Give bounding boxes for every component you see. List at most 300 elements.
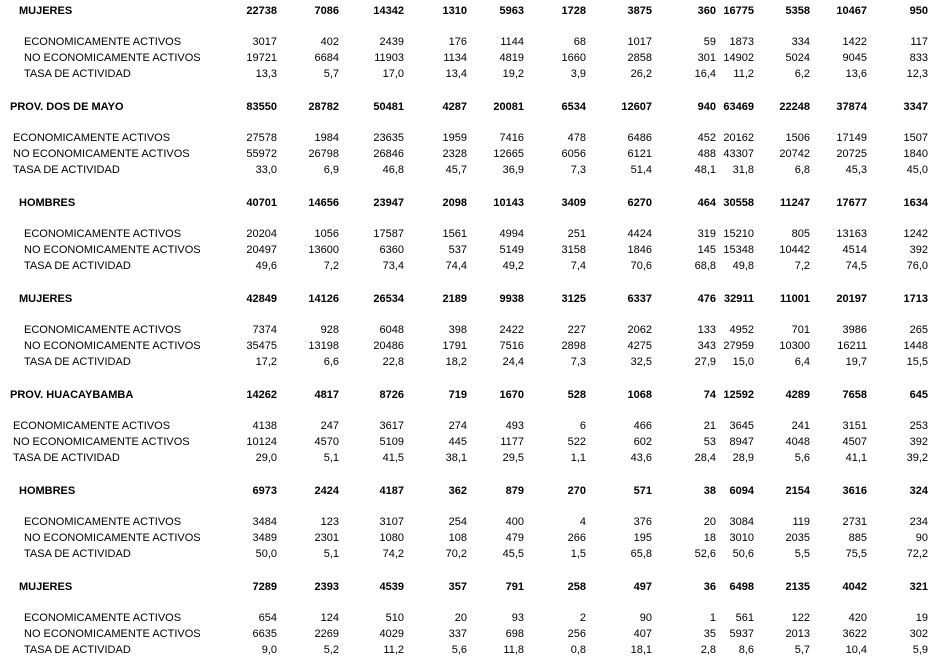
inactive-value-cell: 1080: [379, 532, 404, 544]
active-value-cell: 3986: [842, 324, 867, 336]
rate-value-cell: 74,4: [445, 260, 467, 272]
total-value-cell: 3125: [561, 293, 586, 305]
total-value-cell: 464: [697, 197, 716, 209]
total-value-cell: 3347: [903, 101, 928, 113]
block-title: PROV. HUACAYBAMBA: [10, 389, 134, 401]
rate-value-cell: 15,0: [732, 356, 754, 368]
row-label-inactive: NO ECONOMICAMENTE ACTIVOS: [24, 532, 201, 544]
row-label-inactive: NO ECONOMICAMENTE ACTIVOS: [13, 148, 190, 160]
inactive-value-cell: 1840: [903, 148, 928, 160]
rate-value-cell: 7,3: [570, 164, 586, 176]
active-value-cell: 400: [505, 516, 524, 528]
rate-value-cell: 5,6: [451, 644, 467, 656]
rate-value-cell: 12,3: [906, 68, 928, 80]
inactive-value-cell: 35475: [246, 340, 277, 352]
inactive-value-cell: 537: [448, 244, 467, 256]
rate-value-cell: 50,0: [255, 548, 277, 560]
total-value-cell: 28782: [308, 101, 339, 113]
not-economically-active-row: [0, 434, 928, 450]
row-label-active: ECONOMICAMENTE ACTIVOS: [24, 324, 182, 336]
spacer-cell: [0, 178, 928, 195]
inactive-value-cell: 55972: [246, 148, 277, 160]
active-value-cell: 376: [633, 516, 652, 528]
inactive-value-cell: 256: [567, 628, 586, 640]
inactive-value-cell: 4029: [379, 628, 404, 640]
rate-value-cell: 24,4: [502, 356, 524, 368]
total-value-cell: 30558: [723, 197, 754, 209]
rate-value-cell: 39,2: [906, 452, 928, 464]
total-value-cell: 2154: [785, 485, 810, 497]
spacer-cell: [0, 115, 928, 130]
total-value-cell: 42849: [246, 293, 277, 305]
inactive-value-cell: 301: [697, 52, 716, 64]
total-value-cell: 270: [567, 485, 586, 497]
total-value-cell: 1670: [499, 389, 524, 401]
inactive-value-cell: 4570: [314, 436, 339, 448]
spacer-cell: [0, 211, 928, 226]
inactive-value-cell: 1660: [561, 52, 586, 64]
rate-value-cell: 6,9: [323, 164, 339, 176]
total-value-cell: 1634: [903, 197, 928, 209]
inactive-value-cell: 5149: [499, 244, 524, 256]
total-value-cell: 2098: [442, 197, 467, 209]
rate-value-cell: 3,9: [570, 68, 586, 80]
inactive-value-cell: 6360: [379, 244, 404, 256]
rate-value-cell: 6,2: [794, 68, 810, 80]
rate-value-cell: 9,0: [261, 644, 277, 656]
spacer-row: [0, 274, 928, 291]
spacer-cell: [0, 595, 928, 610]
active-value-cell: 3084: [729, 516, 754, 528]
total-value-cell: 36: [703, 581, 716, 593]
active-value-cell: 20: [454, 612, 467, 624]
not-economically-active-row: [0, 242, 928, 258]
total-value-cell: 7289: [252, 581, 277, 593]
inactive-value-cell: 392: [909, 436, 928, 448]
rate-value-cell: 72,2: [906, 548, 928, 560]
inactive-value-cell: 145: [697, 244, 716, 256]
not-economically-active-row: [0, 338, 928, 354]
total-value-cell: 32911: [724, 293, 754, 305]
total-value-cell: 360: [697, 5, 716, 17]
block-header-row: [0, 291, 928, 307]
rate-value-cell: 5,6: [794, 452, 810, 464]
inactive-value-cell: 2858: [627, 52, 652, 64]
rate-value-cell: 43,6: [630, 452, 652, 464]
inactive-value-cell: 407: [633, 628, 652, 640]
inactive-value-cell: 19721: [246, 52, 277, 64]
active-value-cell: 1422: [842, 36, 867, 48]
rate-value-cell: 5,7: [323, 68, 339, 80]
row-label-inactive: NO ECONOMICAMENTE ACTIVOS: [24, 52, 201, 64]
inactive-value-cell: 1177: [500, 436, 524, 448]
inactive-value-cell: 7516: [499, 340, 524, 352]
total-value-cell: 14126: [308, 293, 339, 305]
not-economically-active-row: [0, 626, 928, 642]
not-economically-active-row: [0, 530, 928, 546]
rate-value-cell: 5,2: [323, 644, 339, 656]
spacer-row: [0, 211, 928, 226]
active-value-cell: 1017: [627, 36, 652, 48]
inactive-value-cell: 12665: [493, 148, 524, 160]
block-header-row: [0, 3, 928, 19]
active-value-cell: 90: [639, 612, 652, 624]
total-value-cell: 528: [567, 389, 586, 401]
rate-value-cell: 74,2: [382, 548, 404, 560]
inactive-value-cell: 2269: [314, 628, 339, 640]
inactive-value-cell: 11903: [374, 52, 404, 64]
total-value-cell: 7658: [842, 389, 867, 401]
active-value-cell: 3617: [379, 420, 404, 432]
rate-value-cell: 51,4: [630, 164, 652, 176]
active-value-cell: 13163: [836, 228, 867, 240]
rate-value-cell: 70,6: [630, 260, 652, 272]
rate-value-cell: 13,4: [445, 68, 467, 80]
rate-value-cell: 11,2: [383, 644, 404, 656]
spacer-row: [0, 178, 928, 195]
total-value-cell: 950: [909, 5, 928, 17]
active-value-cell: 1873: [729, 36, 754, 48]
inactive-value-cell: 392: [909, 244, 928, 256]
inactive-value-cell: 522: [567, 436, 586, 448]
economically-active-row: [0, 610, 928, 626]
total-value-cell: 83550: [246, 101, 277, 113]
rate-value-cell: 11,8: [503, 644, 524, 656]
rate-value-cell: 50,6: [732, 548, 754, 560]
not-economically-active-row: [0, 146, 928, 162]
rate-value-cell: 2,8: [700, 644, 716, 656]
row-label-rate: TASA DE ACTIVIDAD: [24, 644, 131, 656]
activity-rate-row: [0, 66, 928, 82]
inactive-value-cell: 2898: [561, 340, 586, 352]
total-value-cell: 14262: [246, 389, 277, 401]
economically-active-row: [0, 34, 928, 50]
total-value-cell: 8726: [379, 389, 404, 401]
active-value-cell: 1959: [442, 132, 467, 144]
block-title: MUJERES: [19, 581, 73, 593]
block-title: MUJERES: [19, 5, 73, 17]
inactive-value-cell: 1448: [903, 340, 928, 352]
rate-value-cell: 5,7: [794, 644, 810, 656]
inactive-value-cell: 10124: [246, 436, 277, 448]
rate-value-cell: 46,8: [382, 164, 404, 176]
inactive-value-cell: 445: [448, 436, 467, 448]
inactive-value-cell: 4048: [785, 436, 810, 448]
rate-value-cell: 7,3: [570, 356, 586, 368]
active-value-cell: 93: [511, 612, 524, 624]
row-label-inactive: NO ECONOMICAMENTE ACTIVOS: [13, 436, 190, 448]
activity-rate-row: [0, 642, 928, 658]
block-title: HOMBRES: [19, 197, 76, 209]
total-value-cell: 357: [448, 581, 467, 593]
total-value-cell: 16775: [723, 5, 754, 17]
inactive-value-cell: 1134: [443, 52, 467, 64]
economically-active-row: [0, 418, 928, 434]
total-value-cell: 20081: [493, 101, 524, 113]
spacer-row: [0, 562, 928, 579]
inactive-value-cell: 27959: [723, 340, 754, 352]
inactive-value-cell: 6056: [561, 148, 586, 160]
rate-value-cell: 1,5: [570, 548, 586, 560]
active-value-cell: 3645: [729, 420, 754, 432]
total-value-cell: 3875: [627, 5, 652, 17]
inactive-value-cell: 35: [703, 628, 716, 640]
total-value-cell: 37874: [836, 101, 867, 113]
row-label-active: ECONOMICAMENTE ACTIVOS: [24, 612, 182, 624]
spacer-cell: [0, 370, 928, 387]
inactive-value-cell: 90: [915, 532, 928, 544]
active-value-cell: 493: [505, 420, 524, 432]
spacer-row: [0, 403, 928, 418]
active-value-cell: 2062: [627, 324, 652, 336]
inactive-value-cell: 2035: [785, 532, 810, 544]
rate-value-cell: 6,8: [794, 164, 810, 176]
inactive-value-cell: 1791: [442, 340, 467, 352]
rate-value-cell: 15,5: [906, 356, 928, 368]
activity-rate-row: [0, 546, 928, 562]
total-value-cell: 11247: [780, 197, 810, 209]
active-value-cell: 2731: [842, 516, 867, 528]
rate-value-cell: 17,0: [382, 68, 404, 80]
rate-value-cell: 73,4: [382, 260, 404, 272]
rate-value-cell: 7,4: [570, 260, 586, 272]
total-value-cell: 22248: [779, 101, 810, 113]
total-value-cell: 17677: [836, 197, 867, 209]
active-value-cell: 1056: [314, 228, 339, 240]
active-value-cell: 59: [703, 36, 716, 48]
inactive-value-cell: 698: [505, 628, 524, 640]
spacer-row: [0, 466, 928, 483]
total-value-cell: 1068: [627, 389, 652, 401]
total-value-cell: 3409: [561, 197, 586, 209]
spacer-cell: [0, 403, 928, 418]
rate-value-cell: 8,6: [738, 644, 754, 656]
inactive-value-cell: 20497: [246, 244, 277, 256]
inactive-value-cell: 20742: [779, 148, 810, 160]
total-value-cell: 4817: [314, 389, 339, 401]
active-value-cell: 4424: [627, 228, 652, 240]
active-value-cell: 20162: [723, 132, 754, 144]
total-value-cell: 22738: [246, 5, 277, 17]
total-value-cell: 26534: [373, 293, 404, 305]
active-value-cell: 2422: [499, 324, 524, 336]
inactive-value-cell: 16211: [837, 340, 867, 352]
total-value-cell: 6534: [561, 101, 586, 113]
rate-value-cell: 45,7: [445, 164, 467, 176]
inactive-value-cell: 26798: [308, 148, 339, 160]
inactive-value-cell: 488: [697, 148, 716, 160]
row-label-active: ECONOMICAMENTE ACTIVOS: [24, 516, 182, 528]
activity-rate-row: [0, 258, 928, 274]
rate-value-cell: 32,5: [630, 356, 652, 368]
row-label-rate: TASA DE ACTIVIDAD: [24, 356, 131, 368]
total-value-cell: 258: [567, 581, 586, 593]
block-header-row: [0, 387, 928, 403]
rate-value-cell: 48,1: [694, 164, 716, 176]
active-value-cell: 398: [448, 324, 467, 336]
row-label-rate: TASA DE ACTIVIDAD: [24, 68, 131, 80]
rate-value-cell: 6,6: [323, 356, 339, 368]
rate-value-cell: 10,4: [845, 644, 867, 656]
total-value-cell: 321: [909, 581, 928, 593]
block-title: PROV. DOS DE MAYO: [10, 101, 124, 113]
active-value-cell: 1144: [500, 36, 524, 48]
active-value-cell: 7374: [252, 324, 277, 336]
inactive-value-cell: 5024: [785, 52, 810, 64]
rate-value-cell: 0,8: [570, 644, 586, 656]
spacer-row: [0, 115, 928, 130]
rate-value-cell: 36,9: [502, 164, 524, 176]
inactive-value-cell: 4514: [842, 244, 867, 256]
active-value-cell: 1: [709, 612, 716, 624]
row-label-rate: TASA DE ACTIVIDAD: [13, 164, 120, 176]
inactive-value-cell: 26846: [373, 148, 404, 160]
spacer-cell: [0, 466, 928, 483]
activity-rate-row: [0, 450, 928, 466]
active-value-cell: 176: [448, 36, 467, 48]
total-value-cell: 4042: [842, 581, 867, 593]
spacer-row: [0, 595, 928, 610]
active-value-cell: 452: [697, 132, 716, 144]
total-value-cell: 2189: [442, 293, 467, 305]
spacer-row: [0, 499, 928, 514]
total-value-cell: 5358: [785, 5, 810, 17]
rate-value-cell: 68,8: [694, 260, 716, 272]
rate-value-cell: 29,0: [255, 452, 277, 464]
rate-value-cell: 41,5: [382, 452, 404, 464]
total-value-cell: 7086: [314, 5, 339, 17]
row-label-inactive: NO ECONOMICAMENTE ACTIVOS: [24, 628, 201, 640]
block-title: MUJERES: [19, 293, 73, 305]
total-value-cell: 362: [448, 485, 467, 497]
economically-active-row: [0, 322, 928, 338]
inactive-value-cell: 343: [697, 340, 716, 352]
rate-value-cell: 7,2: [794, 260, 810, 272]
rate-value-cell: 49,8: [732, 260, 754, 272]
inactive-value-cell: 833: [909, 52, 928, 64]
total-value-cell: 23947: [373, 197, 404, 209]
active-value-cell: 3484: [252, 516, 277, 528]
total-value-cell: 12592: [723, 389, 754, 401]
active-value-cell: 68: [573, 36, 586, 48]
rate-value-cell: 52,6: [694, 548, 716, 560]
rate-value-cell: 6,4: [794, 356, 810, 368]
rate-value-cell: 49,2: [502, 260, 524, 272]
total-value-cell: 38: [703, 485, 716, 497]
active-value-cell: 123: [320, 516, 339, 528]
inactive-value-cell: 302: [909, 628, 928, 640]
activity-rate-row: [0, 354, 928, 370]
total-value-cell: 14656: [308, 197, 339, 209]
rate-value-cell: 49,6: [255, 260, 277, 272]
inactive-value-cell: 3010: [729, 532, 754, 544]
total-value-cell: 63469: [723, 101, 754, 113]
rate-value-cell: 45,0: [906, 164, 928, 176]
active-value-cell: 122: [791, 612, 810, 624]
rate-value-cell: 1,1: [570, 452, 586, 464]
inactive-value-cell: 3622: [842, 628, 867, 640]
active-value-cell: 20: [703, 516, 716, 528]
total-value-cell: 2424: [314, 485, 339, 497]
inactive-value-cell: 5937: [729, 628, 754, 640]
total-value-cell: 6337: [627, 293, 652, 305]
active-value-cell: 1506: [785, 132, 810, 144]
inactive-value-cell: 13198: [308, 340, 339, 352]
inactive-value-cell: 2328: [442, 148, 467, 160]
active-value-cell: 15210: [723, 228, 754, 240]
active-value-cell: 4952: [729, 324, 754, 336]
active-value-cell: 466: [633, 420, 652, 432]
inactive-value-cell: 2301: [314, 532, 339, 544]
rate-value-cell: 5,9: [912, 644, 928, 656]
spacer-row: [0, 19, 928, 34]
total-value-cell: 940: [697, 101, 716, 113]
inactive-value-cell: 18: [703, 532, 716, 544]
active-value-cell: 1561: [442, 228, 467, 240]
rate-value-cell: 17,2: [255, 356, 277, 368]
active-value-cell: 251: [567, 228, 586, 240]
inactive-value-cell: 266: [567, 532, 586, 544]
total-value-cell: 2393: [314, 581, 339, 593]
inactive-value-cell: 6635: [252, 628, 277, 640]
spacer-row: [0, 370, 928, 387]
economically-active-row: [0, 226, 928, 242]
rate-value-cell: 74,5: [845, 260, 867, 272]
spacer-row: [0, 82, 928, 99]
row-label-active: ECONOMICAMENTE ACTIVOS: [24, 228, 182, 240]
total-value-cell: 40701: [246, 197, 277, 209]
inactive-value-cell: 1846: [627, 244, 652, 256]
active-value-cell: 6048: [379, 324, 404, 336]
inactive-value-cell: 3158: [561, 244, 586, 256]
rate-value-cell: 18,1: [630, 644, 652, 656]
total-value-cell: 476: [697, 293, 716, 305]
total-value-cell: 20197: [836, 293, 867, 305]
inactive-value-cell: 10300: [779, 340, 810, 352]
rate-value-cell: 38,1: [445, 452, 467, 464]
inactive-value-cell: 4275: [627, 340, 652, 352]
block-header-row: [0, 195, 928, 211]
active-value-cell: 133: [697, 324, 716, 336]
active-value-cell: 2439: [379, 36, 404, 48]
total-value-cell: 645: [909, 389, 928, 401]
rate-value-cell: 28,9: [732, 452, 754, 464]
total-value-cell: 4287: [442, 101, 467, 113]
total-value-cell: 324: [909, 485, 928, 497]
rate-value-cell: 31,8: [732, 164, 754, 176]
spacer-row: [0, 307, 928, 322]
total-value-cell: 1728: [561, 5, 586, 17]
row-label-active: ECONOMICAMENTE ACTIVOS: [24, 36, 182, 48]
active-value-cell: 4: [579, 516, 586, 528]
active-value-cell: 124: [320, 612, 339, 624]
active-value-cell: 234: [909, 516, 928, 528]
rate-value-cell: 5,1: [323, 548, 339, 560]
block-header-row: [0, 99, 928, 115]
inactive-value-cell: 5109: [379, 436, 404, 448]
row-label-inactive: NO ECONOMICAMENTE ACTIVOS: [24, 340, 201, 352]
spacer-cell: [0, 562, 928, 579]
spacer-cell: [0, 82, 928, 99]
rate-value-cell: 70,2: [445, 548, 467, 560]
active-value-cell: 17587: [373, 228, 404, 240]
inactive-value-cell: 53: [703, 436, 716, 448]
rate-value-cell: 18,2: [445, 356, 467, 368]
total-value-cell: 1310: [442, 5, 467, 17]
active-value-cell: 254: [448, 516, 467, 528]
rate-value-cell: 7,2: [323, 260, 339, 272]
total-value-cell: 5963: [499, 5, 524, 17]
